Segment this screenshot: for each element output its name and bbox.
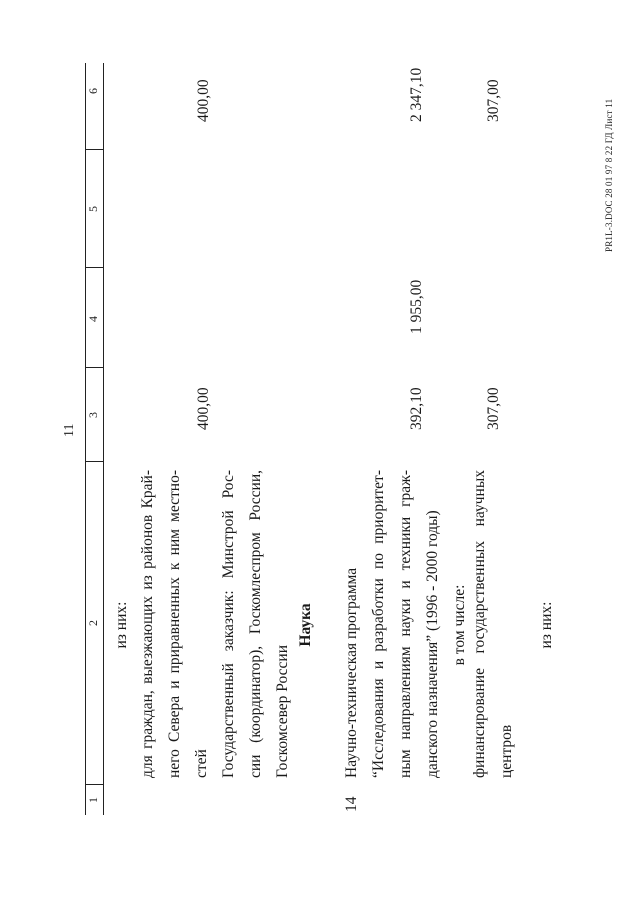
column-number-4: 4	[86, 316, 100, 322]
column-separator	[85, 267, 103, 268]
row-number-14: 14	[343, 796, 360, 812]
value-col-4: 1 955,00	[408, 279, 425, 334]
table-header-bottom-rule	[103, 63, 104, 815]
section-heading-nauka: Наука	[297, 603, 314, 647]
row-text-line: финансирование государственных научных	[471, 470, 488, 778]
value-col-6: 400,00	[195, 79, 212, 122]
row-text-line: Госкомсевер России	[274, 644, 291, 778]
page-number: 11	[62, 423, 77, 437]
row-text-line: Государственный заказчик: Минстрой Рос-	[220, 470, 237, 778]
column-number-3: 3	[86, 412, 100, 418]
row-text-line: него Севера и приравненных к ним местно-	[166, 470, 183, 778]
value-col-6: 2 347,10	[408, 67, 425, 122]
row-text-line: данского назначения” (1996 - 2000 годы)	[424, 510, 441, 778]
row-text-line: Научно-техническая программа	[343, 567, 360, 778]
value-col-3: 400,00	[195, 387, 212, 430]
subheading-iz-nikh: из них:	[113, 601, 130, 649]
row-text-line: “Исследования и разработки по приоритет-	[370, 470, 387, 778]
subheading-v-tom-chisle: в том числе:	[451, 584, 468, 666]
value-col-6: 307,00	[485, 79, 502, 122]
column-number-2: 2	[86, 620, 100, 626]
column-number-5: 5	[86, 206, 100, 212]
value-col-3: 392,10	[408, 387, 425, 430]
column-number-6: 6	[86, 88, 100, 94]
subheading-iz-nikh-2: из них:	[538, 601, 555, 649]
table-header-top-rule	[85, 63, 86, 815]
row-text-line: центров	[498, 724, 515, 778]
column-number-1: 1	[86, 797, 100, 803]
sheet-footer: PR1L-3.DOC 28 01 97 8 22 ГД Лист 11	[604, 98, 614, 252]
column-separator	[85, 461, 103, 462]
value-col-3: 307,00	[485, 387, 502, 430]
row-text-line: ным направлениям науки и техники граж-	[397, 470, 414, 778]
row-text-line: для граждан, выезжающих из районов Край-	[139, 470, 156, 778]
row-text-line: стей	[193, 749, 210, 778]
column-separator	[85, 149, 103, 150]
row-text-line: сии (координатор), Госкомлеспром России,	[247, 470, 264, 778]
column-separator	[85, 367, 103, 368]
